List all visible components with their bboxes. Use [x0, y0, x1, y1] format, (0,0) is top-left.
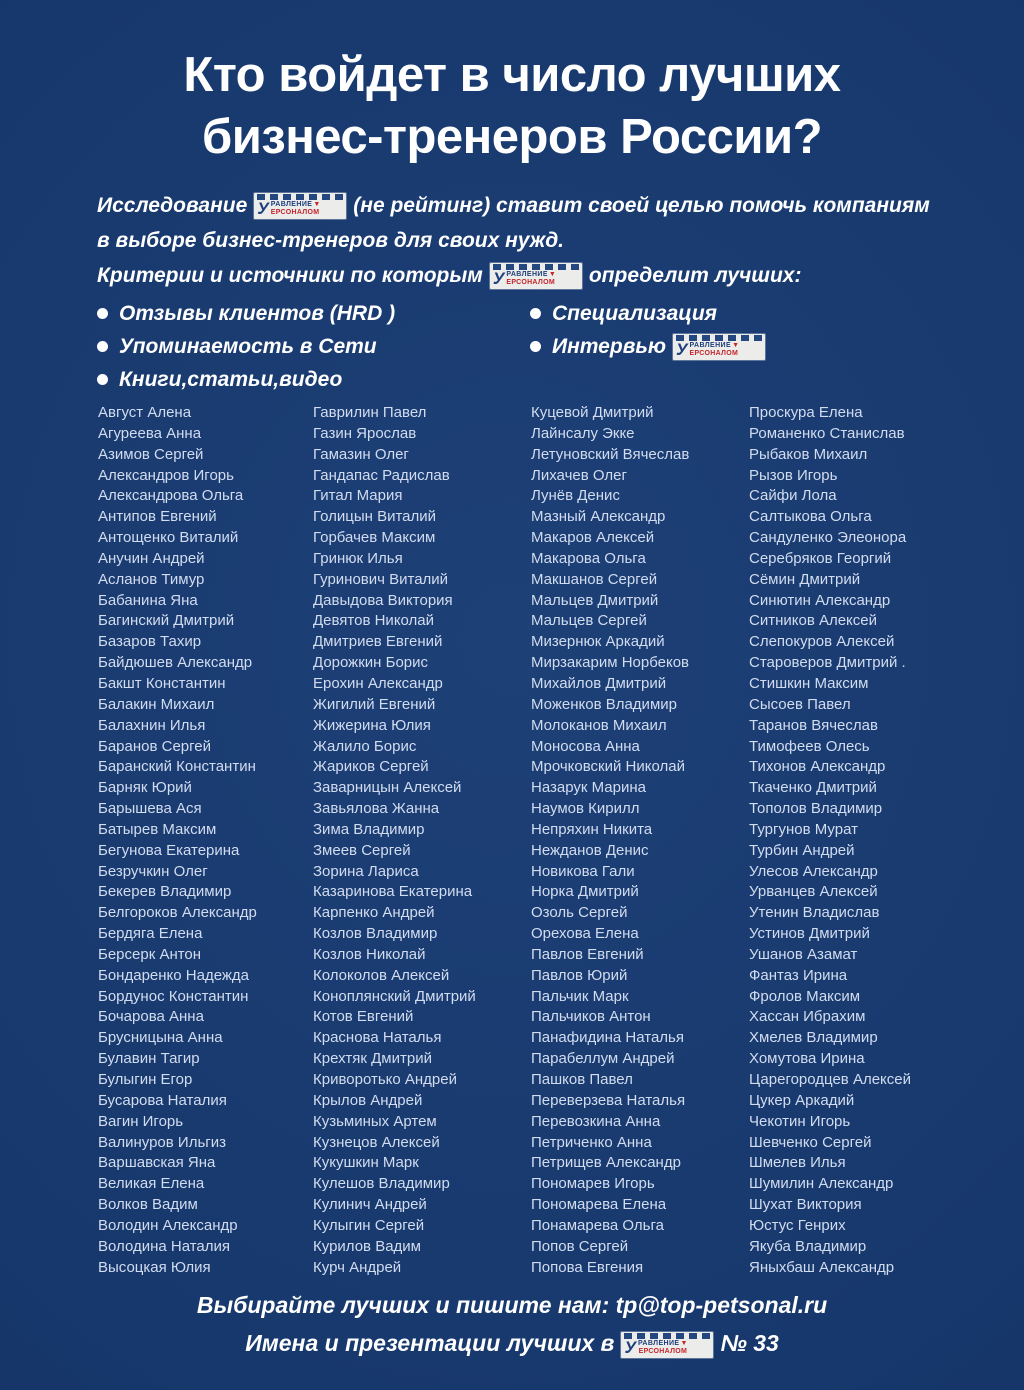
criterion-label: Интервью [552, 335, 667, 358]
name-column-3 [531, 403, 749, 1278]
bullet-icon [97, 341, 108, 352]
trainer-name: Козлов Владимир [313, 925, 438, 943]
trainer-name: Тимофеев Олесь [749, 737, 870, 755]
trainer-name: Проскура Елена [749, 404, 863, 421]
trainer-name: Улесов Александр [749, 862, 878, 880]
criterion-label: Книги,статьи,видео [119, 368, 343, 391]
trainer-name: Слепокуров Алексей [749, 633, 895, 651]
trainer-name: Ушанов Азамат [749, 945, 858, 963]
criteria-column-right [530, 297, 772, 396]
trainer-name: Юстус Генрих [749, 1216, 846, 1234]
bullet-icon [97, 308, 108, 319]
trainer-name: Молоканов Михаил [531, 716, 667, 734]
trainer-name: Волков Вадим [98, 1196, 198, 1214]
trainer-name: Яныхбаш Александр [749, 1258, 895, 1276]
trainer-name: Лайнсалу Экке [531, 424, 635, 442]
trainer-name: Девятов Николай [313, 612, 435, 630]
intro-line3-text-after: определит лучших: [588, 264, 802, 287]
criteria-column-left [97, 297, 530, 396]
trainer-name: Антипов Евгений [98, 508, 217, 526]
trainer-name: Крехтяк Дмитрий [313, 1050, 432, 1068]
trainer-name: Рыбаков Михаил [749, 445, 868, 463]
trainer-name: Булавин Тагир [98, 1050, 200, 1068]
criterion-label: Специализация [552, 302, 718, 325]
trainer-name: Байдюшев Александр [98, 654, 253, 672]
logo-heart-icon: ▼ [548, 271, 557, 278]
page-title-line1: Кто войдет в число лучших [183, 48, 841, 102]
trainer-name: Утенин Владислав [749, 904, 880, 922]
trainer-name: Норка Дмитрий [531, 883, 639, 901]
trainer-name: Батырев Максим [98, 820, 217, 838]
trainer-name: Гуринович Виталий [313, 570, 449, 588]
trainer-name: Шумилин Александр [749, 1175, 894, 1193]
trainer-name: Базаров Тахир [98, 633, 202, 651]
trainer-name: Август Алена [98, 404, 192, 421]
trainer-name: Макарова Ольга [531, 549, 646, 567]
logo-line2: ЕРСОНАЛОМ [270, 209, 320, 216]
trainer-name: Кулинич Андрей [313, 1196, 427, 1214]
trainer-name: Зорина Лариса [313, 862, 419, 880]
upravlenie-personalom-logo [673, 334, 765, 360]
trainer-name: Турбин Андрей [749, 841, 855, 859]
trainer-name: Рызов Игорь [749, 466, 838, 484]
name-column-1 [98, 403, 313, 1278]
trainer-name: Кулешов Владимир [313, 1175, 450, 1193]
trainer-name: Змеев Сергей [313, 841, 411, 859]
trainer-name: Кукушкин Марк [313, 1154, 419, 1172]
trainer-name: Моносова Анна [531, 737, 640, 755]
trainer-name: Краснова Наталья [313, 1029, 442, 1047]
trainer-name: Пономарев Игорь [531, 1175, 655, 1193]
trainer-name: Перевозкина Анна [531, 1112, 661, 1130]
trainer-name: Бакшт Константин [98, 674, 226, 692]
trainer-name: Мизернюк Аркадий [531, 633, 665, 651]
trainer-name: Балахнин Илья [98, 716, 206, 734]
trainer-name: Берсерк Антон [98, 945, 202, 963]
trainer-name: Давыдова Виктория [313, 591, 453, 609]
trainer-name: Александрова Ольга [98, 487, 244, 505]
trainer-name: Пальчиков Антон [531, 1008, 651, 1026]
trainer-name: Хмелев Владимир [749, 1029, 878, 1047]
trainer-name: Бабанина Яна [98, 591, 198, 609]
criterion-label: Отзывы клиентов (HRD ) [119, 302, 396, 325]
name-column-4 [749, 403, 979, 1278]
name-column-2 [313, 403, 531, 1278]
trainer-name: Тихонов Александр [749, 758, 886, 776]
trainer-name: Заварницын Алексей [313, 779, 462, 797]
trainer-name: Агуреева Анна [98, 424, 202, 442]
intro-line1-text-before: Исследование [97, 194, 248, 217]
trainer-name: Урванцев Алексей [749, 883, 878, 901]
logo-letter: У [492, 269, 505, 288]
bullet-icon [97, 374, 108, 385]
trainer-name: Стишкин Максим [749, 674, 869, 692]
trainer-name: Кузьминых Артем [313, 1112, 437, 1130]
trainer-name: Гамазин Олег [313, 445, 409, 463]
criterion-label: Упоминаемость в Сети [119, 335, 377, 358]
trainer-name: Крылов Андрей [313, 1091, 423, 1109]
trainer-name: Царегородцев Алексей [749, 1071, 911, 1088]
trainer-name: Сайфи Лола [749, 487, 837, 505]
trainer-name: Шмелев Илья [749, 1154, 846, 1172]
trainer-name: Колоколов Алексей [313, 966, 450, 984]
trainer-name: Староверов Дмитрий . [749, 654, 906, 672]
trainer-name: Сандуленко Элеонора [749, 529, 907, 547]
trainer-name: Безручкин Олег [98, 862, 208, 880]
trainer-name: Жигилий Евгений [313, 695, 436, 713]
trainer-name: Устинов Дмитрий [749, 925, 870, 943]
trainer-name: Курч Андрей [313, 1258, 402, 1276]
trainer-name: Барышева Ася [98, 800, 202, 818]
trainer-name: Хассан Ибрахим [749, 1008, 866, 1026]
trainer-name: Ерохин Александр [313, 674, 443, 692]
trainer-name: Балакин Михаил [98, 695, 215, 713]
criterion-web-mentions [97, 330, 530, 363]
logo-letter: У [257, 199, 269, 218]
logo-line1: РАВЛЕНИЕ [506, 271, 548, 278]
trainer-name: Цукер Аркадий [749, 1091, 855, 1109]
trainer-name: Кузнецов Алексей [313, 1133, 440, 1151]
trainer-name: Попов Сергей [531, 1237, 629, 1255]
trainer-name: Бочарова Анна [98, 1008, 204, 1026]
trainer-name: Володин Александр [98, 1216, 238, 1234]
trainer-name: Пальчик Марк [531, 987, 629, 1005]
trainer-name: Чекотин Игорь [749, 1112, 851, 1130]
trainer-name: Бердяга Елена [98, 925, 203, 943]
trainer-name: Баранов Сергей [98, 737, 212, 755]
trainer-name: Серебряков Георгий [749, 549, 892, 567]
trainer-name: Дмитриев Евгений [313, 633, 443, 651]
trainer-name: Баранский Константин [98, 758, 256, 776]
trainer-name: Павлов Евгений [531, 945, 644, 963]
trainer-name: Фролов Максим [749, 987, 861, 1005]
trainer-name: Салтыкова Ольга [749, 508, 872, 526]
trainer-name: Тургунов Мурат [749, 820, 858, 838]
logo-line1: РАВЛЕНИЕ [689, 341, 732, 349]
intro-line2: в выборе бизнес-тренеров для своих нужд. [97, 229, 565, 252]
trainer-name: Попова Евгения [531, 1258, 644, 1276]
trainer-name: Бекерев Владимир [98, 883, 232, 901]
trainer-name: Нежданов Денис [531, 841, 649, 859]
trainer-name: Новикова Гали [531, 862, 635, 880]
trainer-name: Синютин Александр [749, 591, 891, 609]
trainer-name: Бондаренко Надежда [98, 966, 250, 984]
trainer-name: Тополов Владимир [749, 800, 883, 818]
trainer-name: Петрищев Александр [531, 1154, 681, 1172]
upravlenie-personalom-logo [490, 263, 582, 289]
logo-line1: РАВЛЕНИЕ [637, 1340, 680, 1347]
trainer-name: Булыгин Егор [98, 1071, 193, 1088]
logo-line2: ЕРСОНАЛОМ [506, 279, 555, 286]
trainer-names-grid [98, 403, 979, 1278]
trainer-name: Варшавская Яна [98, 1154, 216, 1172]
intro-line3 [97, 258, 977, 293]
criterion-interview [530, 330, 772, 363]
title-block [0, 44, 1024, 168]
trainer-name: Карпенко Андрей [313, 904, 435, 922]
trainer-name: Казаринова Екатерина [313, 883, 473, 901]
trainer-name: Брусницына Анна [98, 1029, 223, 1047]
trainer-name: Жалило Борис [313, 737, 417, 755]
trainer-name: Макшанов Сергей [531, 570, 658, 588]
logo-heart-icon: ▼ [732, 341, 740, 349]
trainer-name: Хомутова Ирина [749, 1050, 865, 1068]
logo-heart-icon: ▼ [313, 201, 321, 208]
footer-contact-line: Выбирайте лучших и пишите нам: tp@top-petsonal.ru [196, 1292, 828, 1318]
trainer-name: Шухат Виктория [749, 1196, 862, 1214]
trainer-name: Наумов Кирилл [531, 800, 640, 818]
trainer-name: Высоцкая Юлия [98, 1258, 211, 1276]
trainer-name: Голицын Виталий [313, 508, 437, 526]
trainer-name: Сысоев Павел [749, 695, 851, 713]
trainer-name: Дорожкин Борис [313, 654, 429, 672]
trainer-name: Белгороков Александр [98, 904, 257, 922]
trainer-name: Орехова Елена [531, 925, 639, 943]
trainer-name: Пашков Павел [531, 1071, 633, 1088]
trainer-name: Коноплянский Дмитрий [313, 987, 476, 1005]
trainer-name: Парабеллум Андрей [531, 1050, 675, 1068]
trainer-name: Куцевой Дмитрий [531, 404, 654, 421]
trainer-name: Валинуров Ильгиз [98, 1133, 226, 1151]
upravlenie-personalom-logo [621, 1332, 713, 1358]
criteria-section [97, 297, 984, 396]
trainer-name: Гринюк Илья [313, 549, 403, 567]
bullet-icon [530, 308, 541, 319]
trainer-name: Назарук Марина [531, 779, 646, 797]
trainer-name: Сёмин Дмитрий [749, 570, 861, 588]
intro-section [97, 188, 977, 293]
trainer-name: Якуба Владимир [749, 1237, 867, 1255]
trainer-name: Мальцев Сергей [531, 612, 647, 630]
trainer-name: Котов Евгений [313, 1008, 414, 1026]
trainer-name: Петриченко Анна [531, 1133, 652, 1151]
trainer-name: Таранов Вячеслав [749, 716, 878, 734]
footer-issue-text-before: Имена и презентации лучших в [245, 1330, 615, 1356]
trainer-name: Газин Ярослав [313, 424, 417, 442]
trainer-name: Жижерина Юлия [313, 716, 431, 734]
trainer-name: Александров Игорь [98, 466, 234, 484]
logo-heart-icon: ▼ [680, 1340, 688, 1347]
logo-line1: РАВЛЕНИЕ [270, 201, 313, 208]
trainer-name: Непряхин Никита [531, 820, 653, 838]
trainer-name: Барняк Юрий [98, 779, 192, 797]
trainer-name: Летуновский Вячеслав [531, 445, 690, 463]
trainer-name: Переверзева Наталья [531, 1091, 686, 1109]
trainer-name: Великая Елена [98, 1175, 205, 1193]
trainer-name: Бусарова Наталия [98, 1091, 227, 1109]
trainer-name: Шевченко Сергей [749, 1133, 872, 1151]
trainer-name: Павлов Юрий [531, 966, 628, 984]
trainer-name: Мрочковский Николай [531, 758, 685, 776]
trainer-name: Багинский Дмитрий [98, 612, 235, 630]
trainer-name: Лихачев Олег [531, 466, 627, 484]
footer [0, 1286, 1024, 1362]
trainer-name: Вагин Игорь [98, 1112, 184, 1130]
trainer-name: Мирзакарим Норбеков [531, 654, 690, 672]
logo-letter: У [624, 1338, 636, 1357]
trainer-name: Володина Наталия [98, 1237, 231, 1255]
trainer-name: Анучин Андрей [98, 549, 205, 567]
trainer-name: Бегунова Екатерина [98, 841, 240, 859]
trainer-name: Гаврилин Павел [313, 404, 427, 421]
trainer-name: Кулыгин Сергей [313, 1216, 425, 1234]
trainer-name: Панафидина Наталья [531, 1029, 684, 1047]
criterion-specialization [530, 297, 772, 330]
footer-issue-line [0, 1324, 1024, 1362]
footer-issue-number: № 33 [720, 1330, 779, 1356]
trainer-name: Зима Владимир [313, 820, 425, 838]
trainer-name: Криворотько Андрей [313, 1071, 457, 1088]
criterion-books-articles-video [97, 363, 530, 396]
bullet-icon [530, 341, 541, 352]
trainer-name: Лунёв Денис [531, 487, 620, 505]
trainer-name: Мальцев Дмитрий [531, 591, 659, 609]
trainer-name: Пономарева Елена [531, 1196, 667, 1214]
trainer-name: Моженков Владимир [531, 695, 677, 713]
trainer-name: Асланов Тимур [98, 570, 205, 588]
intro-line3-text-before: Критерии и источники по которым [97, 264, 483, 287]
intro-line1-text-after: (не рейтинг) ставит своей целью помочь компаниям [353, 194, 930, 217]
logo-line2: ЕРСОНАЛОМ [689, 349, 739, 357]
trainer-name: Жариков Сергей [313, 758, 429, 776]
trainer-name: Завьялова Жанна [313, 800, 440, 818]
trainer-name: Козлов Николай [313, 945, 426, 963]
trainer-name: Азимов Сергей [98, 445, 204, 463]
trainer-name: Понамарева Ольга [531, 1216, 664, 1234]
trainer-name: Горбачев Максим [313, 529, 436, 547]
trainer-name: Гандапас Радислав [313, 466, 450, 484]
logo-letter: У [676, 339, 688, 359]
page-title-line2: бизнес-тренеров России? [201, 110, 823, 164]
trainer-name: Ситников Алексей [749, 612, 878, 630]
logo-line2: ЕРСОНАЛОМ [638, 1348, 688, 1355]
trainer-name: Романенко Станислав [749, 424, 905, 442]
trainer-name: Макаров Алексей [531, 529, 655, 547]
trainer-name: Озоль Сергей [531, 904, 628, 922]
trainer-name: Курилов Вадим [313, 1237, 421, 1255]
trainer-name: Гитал Мария [313, 487, 403, 505]
trainer-name: Михайлов Дмитрий [531, 674, 667, 692]
upravlenie-personalom-logo [254, 193, 346, 219]
trainer-name: Антощенко Виталий [98, 529, 239, 547]
intro-line1 [97, 188, 977, 223]
trainer-name: Мазный Александр [531, 508, 666, 526]
trainer-name: Бордунос Константин [98, 987, 249, 1005]
trainer-name: Фантаз Ирина [749, 966, 848, 984]
criterion-client-reviews [97, 297, 530, 330]
trainer-name: Ткаченко Дмитрий [749, 779, 877, 797]
